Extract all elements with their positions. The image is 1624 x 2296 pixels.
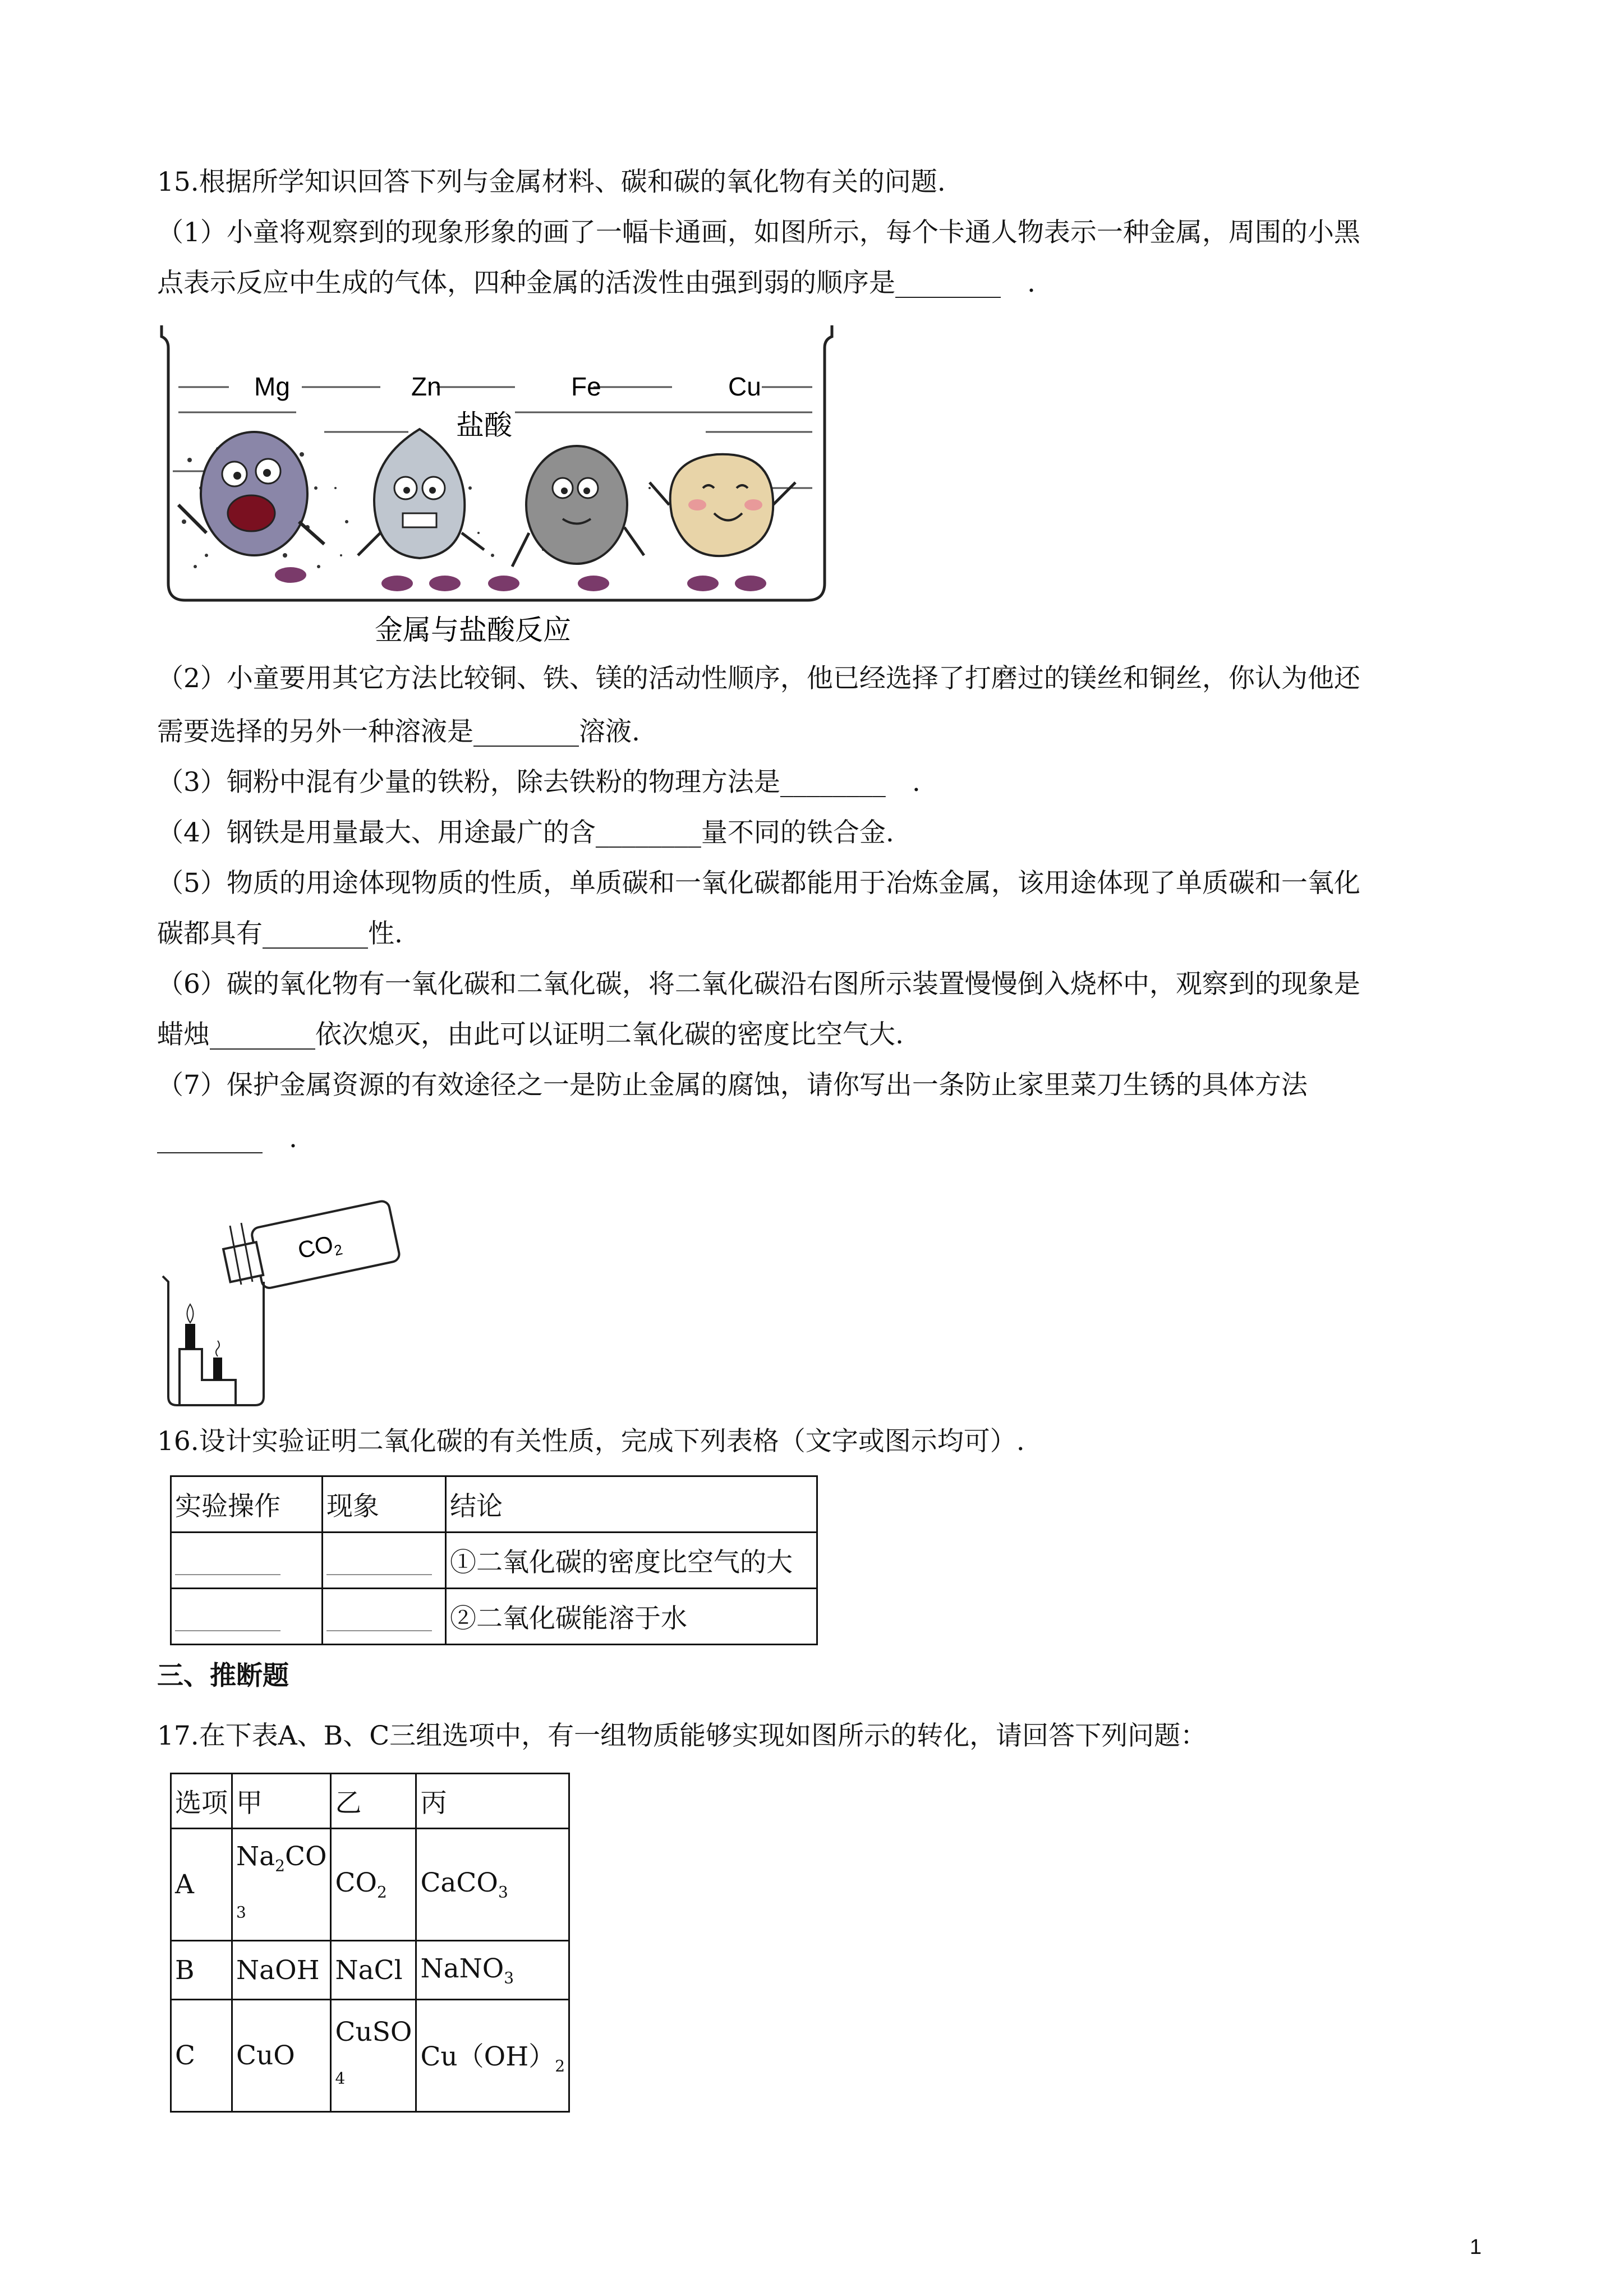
metal-label-fe: Fe — [571, 372, 601, 401]
table-row — [171, 2000, 569, 2112]
q16-table — [170, 1475, 818, 1645]
metal-label-cu: Cu — [728, 372, 761, 401]
table-cell: NaNO$_3$ — [416, 1941, 569, 2000]
table-header-row — [171, 1774, 569, 1829]
q15-p1-line2: 点表示反应中生成的气体，四种金属的活泼性由强到弱的顺序是________ . — [157, 268, 1036, 298]
table-cell: NaOH — [232, 1941, 331, 2000]
section-title: 三、推断题 — [157, 1660, 289, 1691]
table-row — [171, 1533, 817, 1589]
table-cell: ________ — [171, 1589, 323, 1645]
table-row — [171, 1829, 569, 1941]
table-cell: NaCl — [331, 1941, 416, 2000]
table-cell: A — [171, 1829, 232, 1941]
q15-p2-line2: 需要选择的另外一种溶液是________溶液. — [157, 716, 640, 747]
table-header-cell: 选项 — [171, 1774, 232, 1829]
table-header-cell: 乙 — [331, 1774, 416, 1829]
figure1-caption: 金属与盐酸反应 — [375, 614, 571, 646]
table-header-row — [171, 1476, 817, 1533]
page-number: 1 — [1470, 2235, 1482, 2259]
table-header-cell: 结论 — [446, 1476, 817, 1533]
co2-candle-figure — [157, 1184, 404, 1419]
q15-p3: （3）铜粉中混有少量的铁粉，除去铁粉的物理方法是________ . — [157, 767, 921, 798]
q15-p2-line1: （2）小童要用其它方法比较铜、铁、镁的活动性顺序，他已经选择了打磨过的镁丝和铜丝，你认为他还 — [157, 663, 1360, 694]
table-cell: ②二氧化碳能溶于水 — [446, 1589, 817, 1645]
q15-p7-line1: （7）保护金属资源的有效途径之一是防止金属的腐蚀，请你写出一条防止家里菜刀生锈的具体方法 — [157, 1070, 1308, 1101]
table-cell: $Cu(OH)_2$ — [416, 2000, 569, 2112]
q15-title: 15.根据所学知识回答下列与金属材料、碳和碳的氧化物有关的问题. — [157, 167, 946, 197]
table-cell: B — [171, 1941, 232, 2000]
metal-label-mg: Mg — [254, 372, 290, 401]
metal-label-zn: Zn — [411, 372, 441, 401]
table-row — [171, 1941, 569, 2000]
table-cell: ________ — [171, 1533, 323, 1589]
table-cell: CaCO$_3$ — [416, 1829, 569, 1941]
q15-p1-line1: （1）小童将观察到的现象形象的画了一幅卡通画，如图所示，每个卡通人物表示一种金属，周围的小黑 — [157, 217, 1360, 248]
q15-p7-line2: ________ . — [157, 1123, 297, 1154]
metals-acid-figure — [156, 320, 840, 651]
table-cell: CuO — [232, 2000, 331, 2112]
q15-p6-line1: （6）碳的氧化物有一氧化碳和二氧化碳，将二氧化碳沿右图所示装置慢慢倒入烧杯中，观察到的现象是 — [157, 969, 1360, 1000]
cu-cartoon — [650, 454, 795, 591]
fe-cartoon — [488, 446, 644, 591]
q16-title: 16.设计实验证明二氧化碳的有关性质，完成下列表格（文字或图示均可）. — [157, 1426, 1025, 1457]
zn-cartoon — [358, 429, 484, 591]
q17-title: 17.在下表A、B、C三组选项中，有一组物质能够实现如图所示的转化，请回答下列问题： — [157, 1720, 1207, 1751]
q17-table — [170, 1773, 570, 2113]
table-header-cell: 实验操作 — [171, 1476, 323, 1533]
table-cell: CuSO $_4$ — [331, 2000, 416, 2112]
acid-label: 盐酸 — [456, 409, 512, 441]
q15-p5-line2: 碳都具有________性. — [157, 918, 403, 949]
q15-p5-line1: （5）物质的用途体现物质的性质，单质碳和一氧化碳都能用于冶炼金属，该用途体现了单质碳和一氧化 — [157, 868, 1360, 899]
table-cell: ________ — [323, 1533, 446, 1589]
table-row — [171, 1589, 817, 1645]
table-cell: ①二氧化碳的密度比空气的大 — [446, 1533, 817, 1589]
table-header-cell: 甲 — [232, 1774, 331, 1829]
table-cell: $CO_2$ — [331, 1829, 416, 1941]
q15-p6-line2: 蜡烛________依次熄灭，由此可以证明二氧化碳的密度比空气大. — [157, 1019, 904, 1050]
q15-p4: （4）钢铁是用量最大、用途最广的含________量不同的铁合金. — [157, 817, 894, 848]
table-cell: $Na_2CO$ $_3$ — [232, 1829, 331, 1941]
table-header-cell: 丙 — [416, 1774, 569, 1829]
table-cell: ________ — [323, 1589, 446, 1645]
table-cell: C — [171, 2000, 232, 2112]
co2-label: CO2 — [295, 1230, 344, 1264]
table-header-cell: 现象 — [323, 1476, 446, 1533]
